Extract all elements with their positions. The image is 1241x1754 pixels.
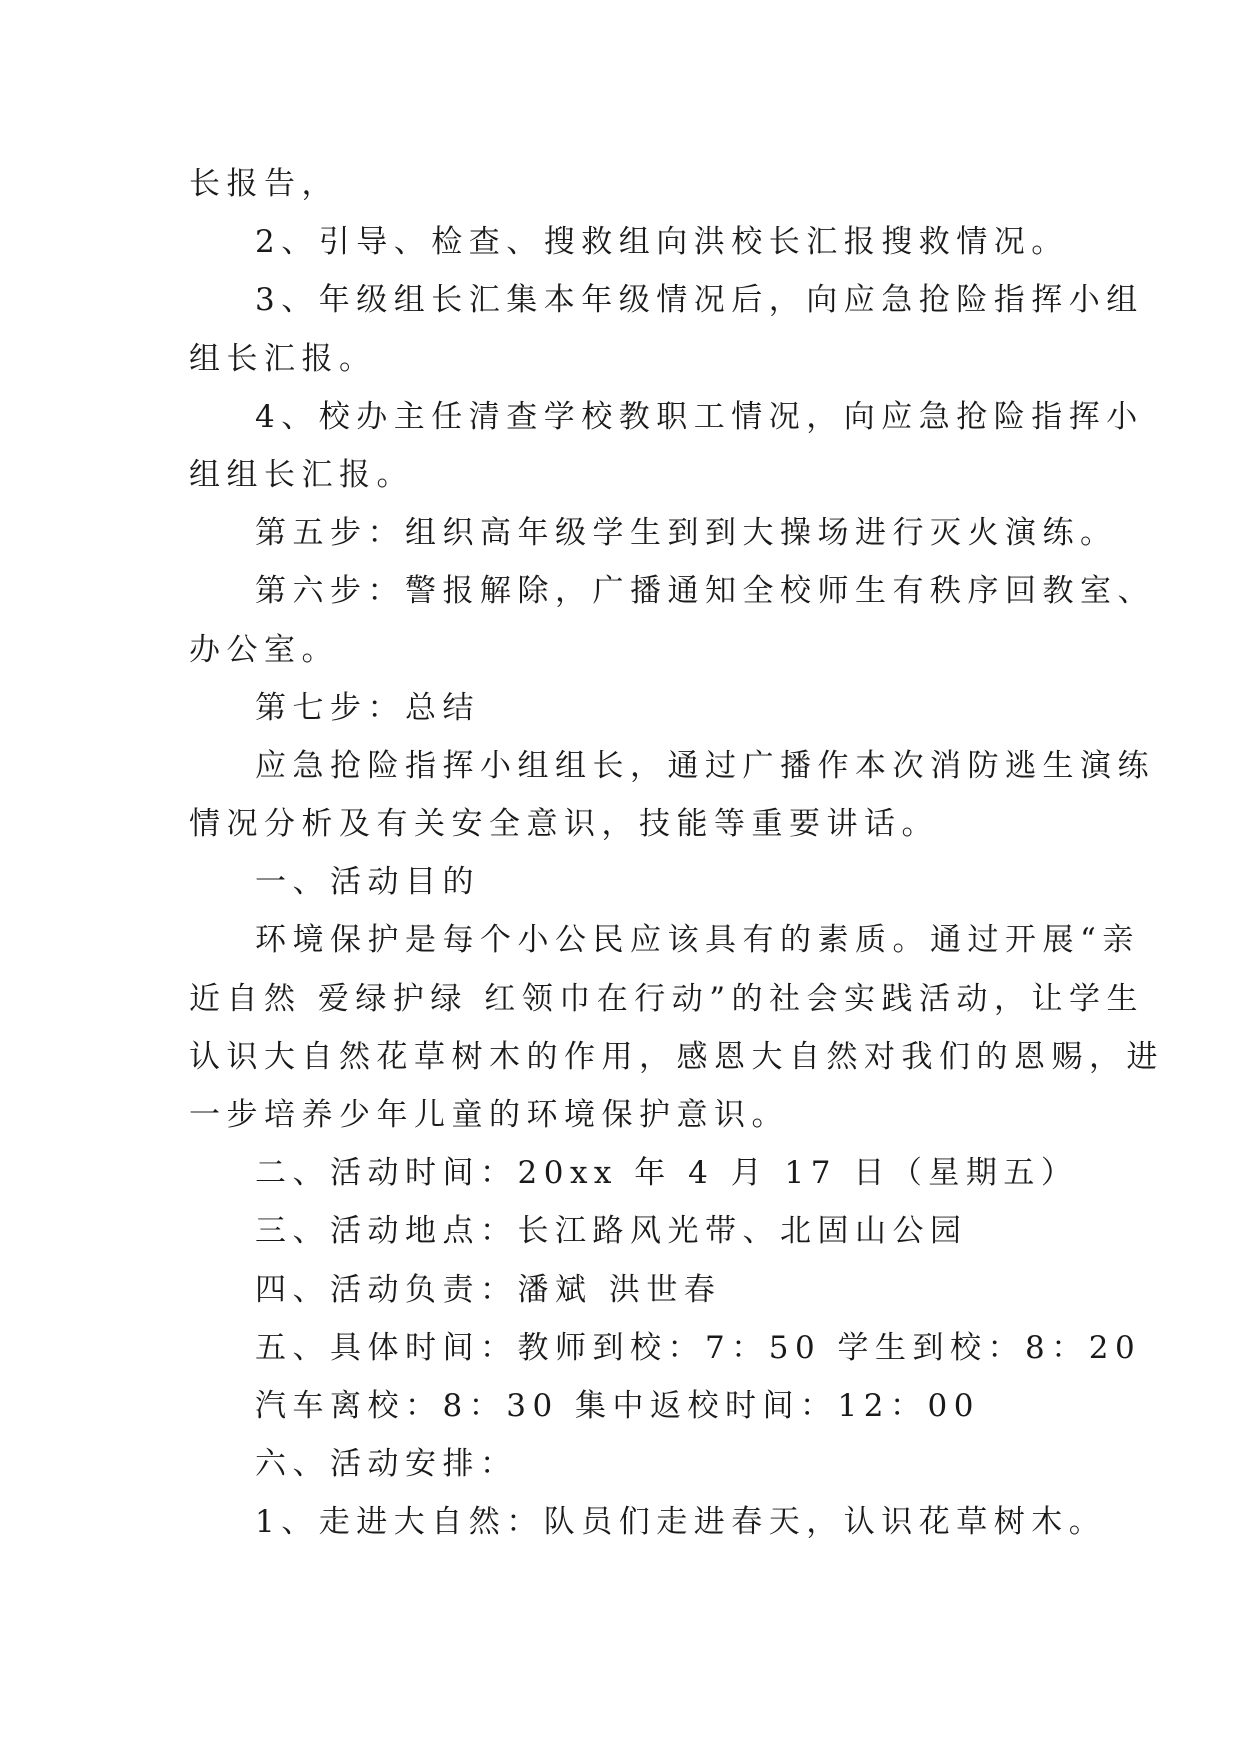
text-line: 环境保护是每个小公民应该具有的素质。通过开展“亲 — [255, 922, 1140, 959]
text-line: 一、活动目的 — [255, 864, 480, 901]
text-line: 情况分析及有关安全意识，技能等重要讲话。 — [189, 806, 939, 843]
text-line: 办公室。 — [189, 631, 339, 668]
text-line: 二、活动时间：20xx 年 4 月 17 日（星期五） — [255, 1155, 1079, 1192]
text-line: 第五步：组织高年级学生到到大操场进行灭火演练。 — [255, 515, 1118, 552]
text-line: 第六步：警报解除，广播通知全校师生有秩序回教室、 — [255, 573, 1155, 610]
text-line: 组长汇报。 — [189, 340, 377, 377]
text-line: 认识大自然花草树木的作用，感恩大自然对我们的恩赐，进 — [189, 1038, 1164, 1075]
text-line: 三、活动地点：长江路风光带、北固山公园 — [255, 1213, 968, 1250]
text-line: 一步培养少年儿童的环境保护意识。 — [189, 1097, 789, 1133]
text-line: 第七步：总结 — [255, 689, 480, 726]
text-line: 四、活动负责：潘斌 洪世春 — [255, 1271, 722, 1308]
text-line: 应急抢险指挥小组组长，通过广播作本次消防逃生演练 — [255, 747, 1155, 784]
text-line: 3、年级组长汇集本年级情况后，向应急抢险指挥小组 — [255, 282, 1144, 319]
text-line: 近自然 爱绿护绿 红领巾在行动”的社会实践活动，让学生 — [189, 980, 1145, 1017]
text-line: 2、引导、检查、搜救组向洪校长汇报搜救情况。 — [255, 224, 1069, 261]
text-line: 五、具体时间：教师到校：7：50 学生到校：8：20 — [255, 1329, 1142, 1366]
text-line: 六、活动安排： — [255, 1446, 518, 1483]
text-line: 组组长汇报。 — [189, 456, 414, 493]
text-line: 4、校办主任清查学校教职工情况，向应急抢险指挥小 — [255, 398, 1144, 435]
text-line: 1、走进大自然：队员们走进春天，认识花草树木。 — [255, 1504, 1107, 1541]
document-body — [189, 155, 1164, 1552]
text-line: 汽车离校：8：30 集中返校时间：12：00 — [255, 1387, 980, 1424]
text-line: 长报告， — [189, 166, 339, 202]
